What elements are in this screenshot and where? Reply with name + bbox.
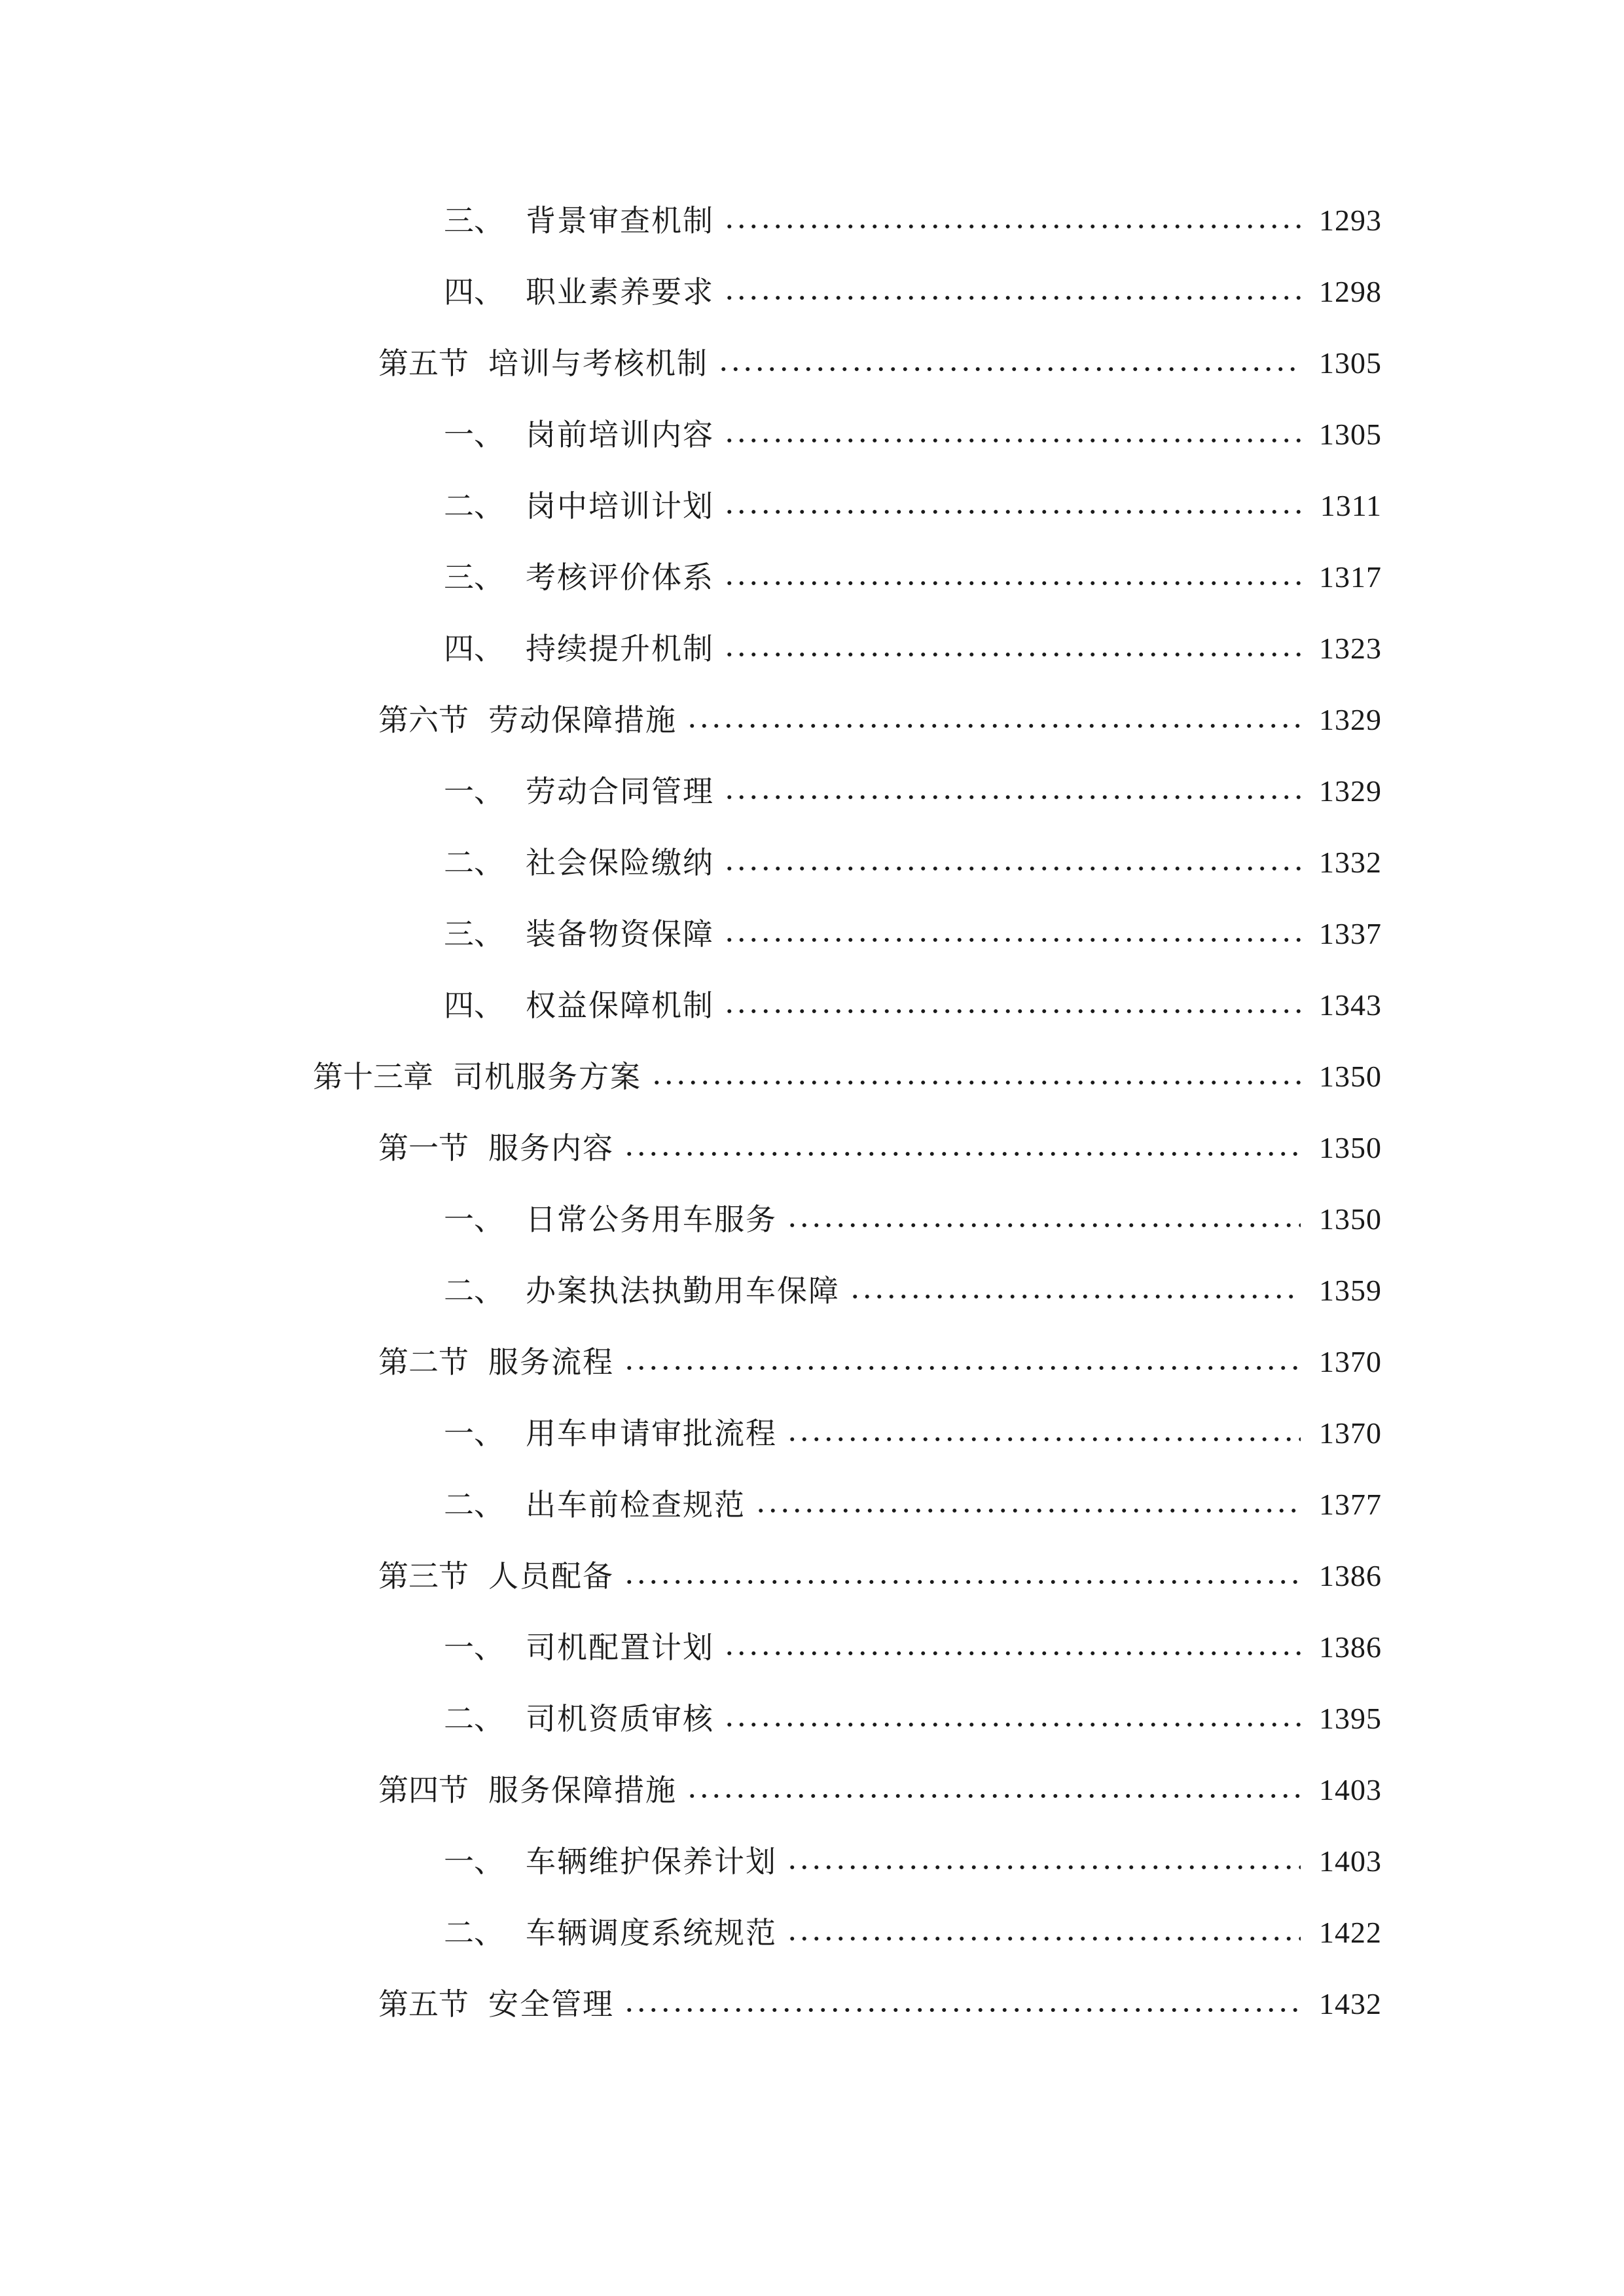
toc-entry-title	[444, 1479, 746, 1531]
toc-entry-text: 办案执法执勤用车保障	[526, 1273, 840, 1308]
toc-entry-page: 1337	[1319, 917, 1382, 950]
toc-entry-number: 第三节	[378, 1558, 469, 1594]
toc-entry-section[interactable]	[378, 694, 1382, 746]
toc-entry-section[interactable]	[378, 337, 1382, 389]
toc-entry-number: 三、	[444, 916, 504, 952]
toc-entry-item[interactable]	[444, 1907, 1382, 1959]
toc-entry-section[interactable]	[378, 1978, 1382, 2030]
toc-entry-page: 1317	[1319, 560, 1382, 594]
toc-entry-page: 1370	[1319, 1416, 1382, 1450]
toc-entry-text: 司机配置计划	[526, 1630, 714, 1665]
dot-leader	[723, 580, 1301, 586]
toc-entry-title	[378, 337, 708, 389]
toc-entry-number: 一、	[444, 1202, 504, 1237]
toc-entry-text: 服务流程	[488, 1344, 614, 1380]
toc-entry-number: 三、	[444, 560, 504, 595]
toc-entry-title	[444, 1907, 777, 1959]
toc-entry-number: 第十三章	[313, 1059, 433, 1094]
toc-entry-text: 岗前培训内容	[526, 417, 714, 452]
toc-entry-text: 人员配备	[488, 1558, 614, 1594]
toc-entry-title	[444, 1621, 714, 1674]
dot-leader	[686, 1793, 1301, 1799]
toc-entry-text: 安全管理	[488, 1986, 614, 2022]
toc-entry-page: 1403	[1319, 1844, 1382, 1878]
toc-entry-item[interactable]	[444, 1265, 1382, 1317]
toc-entry-page: 1329	[1319, 703, 1382, 736]
dot-leader	[723, 223, 1301, 230]
toc-entry-page: 1377	[1319, 1488, 1382, 1521]
toc-entry-text: 用车申请审批流程	[526, 1416, 777, 1451]
toc-entry-text: 服务保障措施	[488, 1772, 677, 1808]
toc-entry-title	[444, 1407, 777, 1460]
toc-entry-text: 职业素养要求	[526, 274, 714, 310]
toc-entry-item[interactable]	[444, 194, 1382, 247]
toc-entry-item[interactable]	[444, 480, 1382, 532]
toc-entry-title	[444, 1265, 840, 1317]
dot-leader	[723, 651, 1301, 658]
toc-entry-title	[444, 836, 714, 889]
toc-entry-item[interactable]	[444, 408, 1382, 461]
toc-entry-title	[444, 979, 714, 1031]
toc-entry-section[interactable]	[378, 1550, 1382, 1602]
toc-entry-title	[378, 1978, 614, 2030]
toc-entry-title	[444, 1193, 777, 1246]
toc-entry-page: 1350	[1319, 1202, 1382, 1236]
toc-entry-page: 1432	[1319, 1987, 1382, 2020]
toc-entry-number: 第五节	[378, 346, 469, 381]
toc-entry-number: 第六节	[378, 702, 469, 738]
toc-entry-title	[444, 908, 714, 960]
toc-entry-page: 1350	[1319, 1060, 1382, 1093]
dot-leader	[723, 937, 1301, 943]
dot-leader	[723, 794, 1301, 800]
dot-leader	[786, 1935, 1301, 1942]
toc-entry-title	[444, 765, 714, 817]
dot-leader	[723, 509, 1302, 515]
toc-entry-item[interactable]	[444, 765, 1382, 817]
toc-entry-page: 1350	[1319, 1131, 1382, 1164]
toc-entry-title	[378, 1550, 614, 1602]
dot-leader	[623, 1365, 1301, 1371]
toc-entry-item[interactable]	[444, 836, 1382, 889]
toc-entry-page: 1370	[1319, 1345, 1382, 1378]
toc-entry-title	[444, 408, 714, 461]
toc-entry-title	[444, 622, 714, 675]
toc-entry-title	[378, 1336, 614, 1388]
dot-leader	[723, 1650, 1301, 1657]
toc-entry-text: 劳动合同管理	[526, 774, 714, 809]
toc-entry-page: 1332	[1319, 846, 1382, 879]
toc-entry-item[interactable]	[444, 266, 1382, 318]
toc-entry-title	[378, 694, 677, 746]
dot-leader	[723, 865, 1301, 872]
toc-entry-number: 四、	[444, 274, 504, 310]
toc-entry-text: 岗中培训计划	[526, 488, 714, 524]
toc-entry-number: 三、	[444, 203, 504, 238]
toc-entry-text: 社会保险缴纳	[526, 845, 714, 880]
toc-entry-number: 一、	[444, 417, 504, 452]
toc-entry-section[interactable]	[378, 1764, 1382, 1816]
toc-entry-section[interactable]	[378, 1336, 1382, 1388]
toc-entry-page: 1311	[1320, 489, 1382, 522]
toc-entry-page: 1386	[1319, 1630, 1382, 1664]
toc-entry-text: 服务内容	[488, 1130, 614, 1166]
toc-entry-number: 一、	[444, 774, 504, 809]
toc-entry-title	[444, 266, 714, 318]
dot-leader	[723, 295, 1301, 301]
toc-entry-item[interactable]	[444, 1693, 1382, 1745]
toc-entry-number: 二、	[444, 1487, 504, 1522]
toc-entry-item[interactable]	[444, 1193, 1382, 1246]
toc-entry-page: 1395	[1319, 1702, 1382, 1735]
toc-entry-page: 1386	[1319, 1559, 1382, 1592]
toc-entry-number: 一、	[444, 1630, 504, 1665]
toc-entry-number: 二、	[444, 488, 504, 524]
toc-entry-number: 四、	[444, 631, 504, 666]
toc-entry-number: 二、	[444, 1273, 504, 1308]
dot-leader	[723, 1008, 1301, 1014]
toc-entry-text: 司机资质审核	[526, 1701, 714, 1736]
toc-entry-page: 1305	[1319, 418, 1382, 451]
toc-entry-title	[444, 1693, 714, 1745]
toc-entry-item[interactable]	[444, 622, 1382, 675]
toc-entry-title	[444, 480, 714, 532]
dot-leader	[786, 1436, 1301, 1443]
toc-entry-number: 第五节	[378, 1986, 469, 2022]
dot-leader	[755, 1507, 1301, 1514]
toc-entry-number: 二、	[444, 1915, 504, 1950]
dot-leader	[686, 723, 1301, 729]
toc-entry-page: 1422	[1319, 1916, 1382, 1949]
toc-entry-page: 1323	[1319, 632, 1382, 665]
toc-entry-page: 1359	[1319, 1274, 1382, 1307]
toc-entry-item[interactable]	[444, 979, 1382, 1031]
toc-entry-section[interactable]	[378, 1122, 1382, 1174]
toc-entry-item[interactable]	[444, 908, 1382, 960]
dot-leader	[723, 437, 1301, 444]
toc-entry-page: 1403	[1319, 1773, 1382, 1806]
toc-entry-page: 1343	[1319, 988, 1382, 1022]
toc-entry-title	[444, 1835, 777, 1888]
toc-entry-chapter[interactable]	[313, 1050, 1382, 1103]
dot-leader	[723, 1721, 1301, 1728]
toc-entry-text: 日常公务用车服务	[526, 1202, 777, 1237]
toc-entry-item[interactable]	[444, 1407, 1382, 1460]
toc-entry-page: 1298	[1319, 275, 1382, 308]
toc-entry-page: 1305	[1319, 346, 1382, 380]
toc-entry-number: 一、	[444, 1416, 504, 1451]
toc-entry-text: 培训与考核机制	[488, 346, 708, 381]
toc-entry-number: 第四节	[378, 1772, 469, 1808]
toc-entry-item[interactable]	[444, 551, 1382, 603]
toc-entry-text: 装备物资保障	[526, 916, 714, 952]
toc-entry-item[interactable]	[444, 1621, 1382, 1674]
toc-entry-text: 背景审查机制	[526, 203, 714, 238]
toc-entry-number: 四、	[444, 988, 504, 1023]
dot-leader	[623, 2007, 1301, 2013]
toc-entry-text: 车辆调度系统规范	[526, 1915, 777, 1950]
toc-entry-text: 车辆维护保养计划	[526, 1844, 777, 1879]
toc-entry-number: 第一节	[378, 1130, 469, 1166]
dot-leader	[623, 1579, 1301, 1585]
dot-leader	[849, 1293, 1301, 1300]
toc-entry-item[interactable]	[444, 1479, 1382, 1531]
toc-entry-page: 1329	[1319, 774, 1382, 808]
toc-entry-text: 权益保障机制	[526, 988, 714, 1023]
toc-entry-text: 劳动保障措施	[488, 702, 677, 738]
toc-entry-number: 二、	[444, 845, 504, 880]
toc-entry-text: 司机服务方案	[453, 1059, 641, 1094]
toc-entry-text: 持续提升机制	[526, 631, 714, 666]
toc-entry-number: 一、	[444, 1844, 504, 1879]
dot-leader	[623, 1151, 1301, 1157]
toc-entry-title	[378, 1764, 677, 1816]
toc-entry-title	[444, 551, 714, 603]
dot-leader	[651, 1079, 1301, 1086]
toc-entry-number: 二、	[444, 1701, 504, 1736]
dot-leader	[717, 366, 1301, 372]
toc-entry-title	[378, 1122, 614, 1174]
toc-entry-title	[444, 194, 714, 247]
toc-entry-page: 1293	[1319, 204, 1382, 237]
toc-entry-text: 考核评价体系	[526, 560, 714, 595]
toc-entry-item[interactable]	[444, 1835, 1382, 1888]
toc-entry-title	[313, 1050, 641, 1103]
dot-leader	[786, 1864, 1301, 1871]
dot-leader	[786, 1222, 1301, 1229]
toc-entry-number: 第二节	[378, 1344, 469, 1380]
toc-entry-text: 出车前检查规范	[526, 1487, 746, 1522]
